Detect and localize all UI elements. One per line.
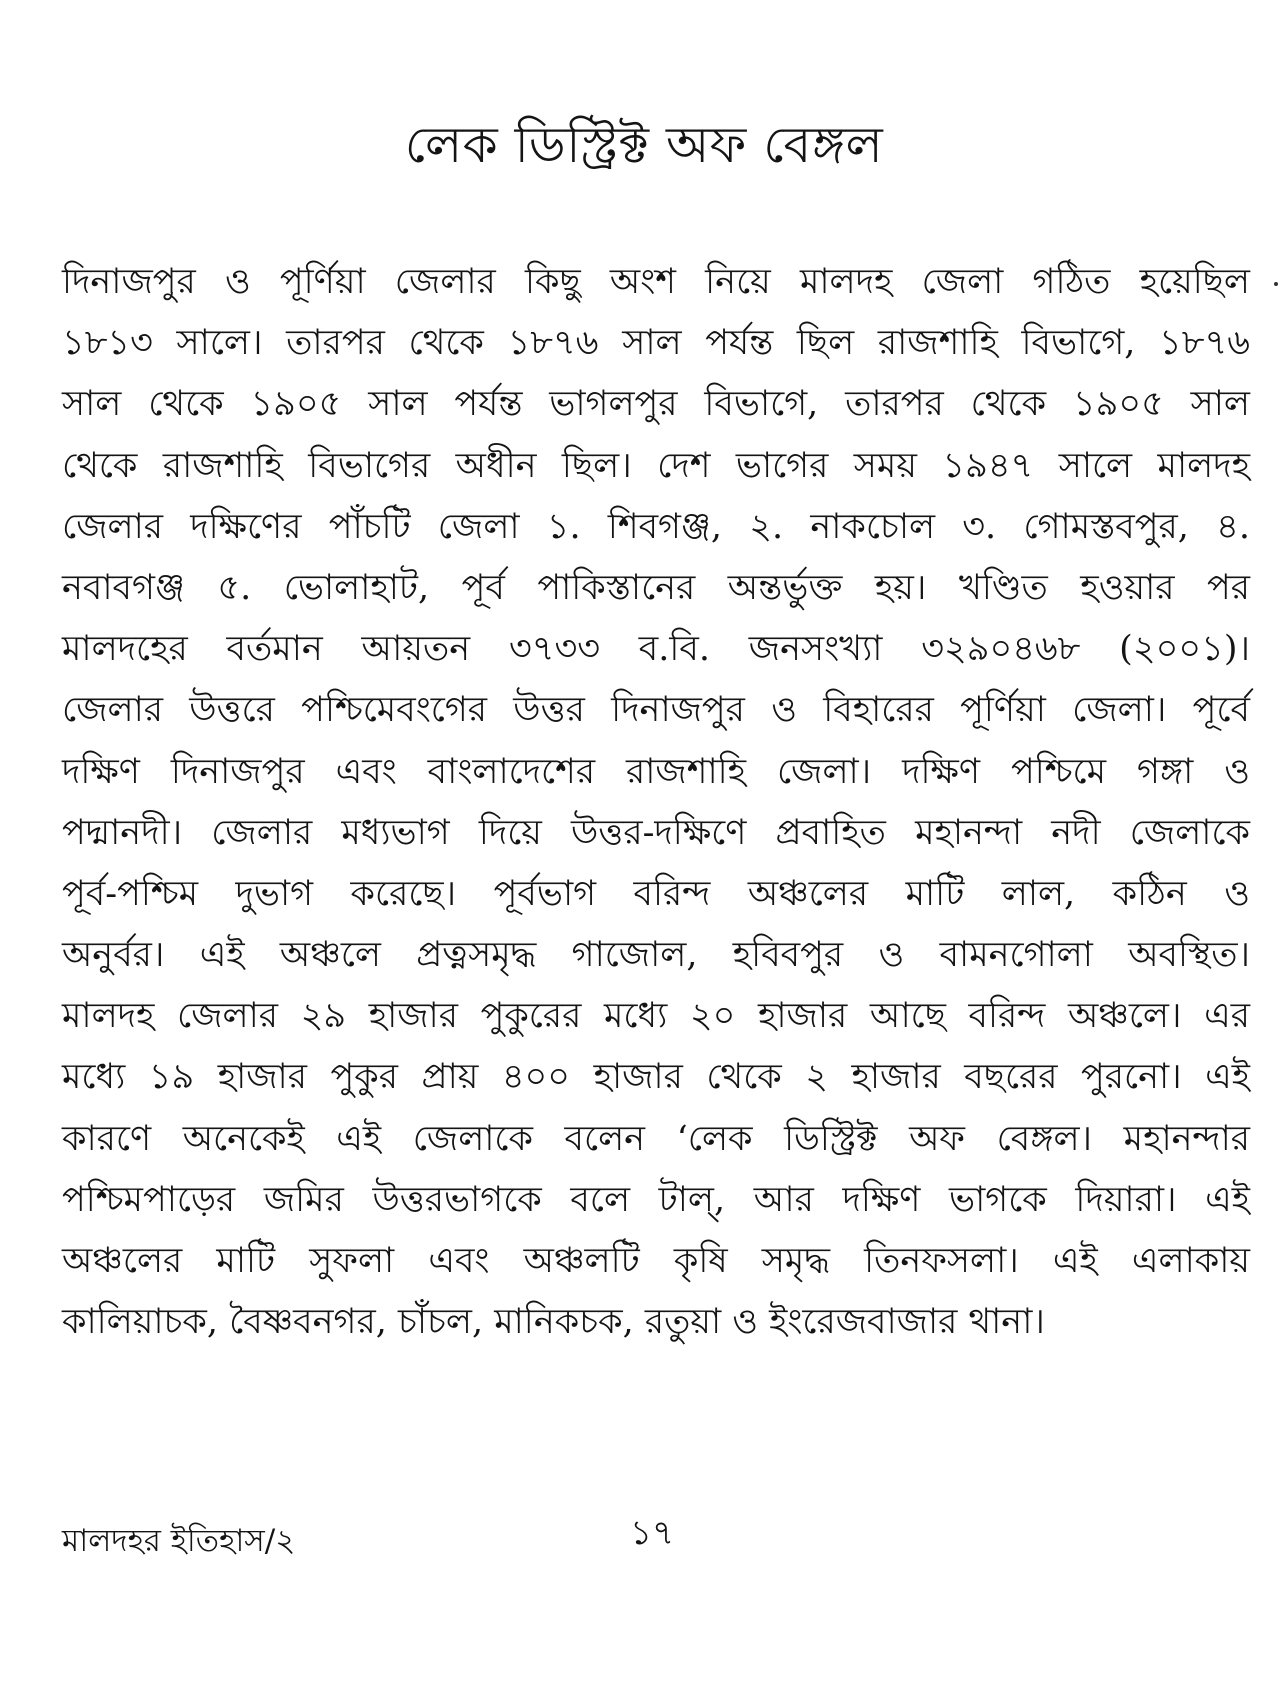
text-line: দিনাজপুর ও পূর্ণিয়া জেলার কিছু অংশ নিয়ে মালদহ জেলা গঠিত হয়েছিল <box>62 262 1250 302</box>
body-paragraph <box>62 252 1250 1353</box>
text-line: মালদহের বর্তমান আয়তন ৩৭৩৩ ব.বি. জনসংখ্যা ৩২৯০৪৬৮ (২০০১)। <box>62 629 1250 670</box>
text-line: নবাবগঞ্জ ৫. ভোলাহাট, পূর্ব পাকিস্তানের অন্তর্ভুক্ত হয়। খণ্ডিত হওয়ার পর <box>62 567 1250 608</box>
text-line: অঞ্চলের মাটি সুফলা এবং অঞ্চলটি কৃষি সমৃদ্ধ তিনফসলা। এই এলাকায় <box>62 1241 1250 1281</box>
text-line: জেলার উত্তরে পশ্চিমেবংগের উত্তর দিনাজপুর ও বিহারের পূর্ণিয়া জেলা। পূর্বে <box>62 690 1250 731</box>
page-number: ১৭ <box>630 1513 675 1553</box>
text-line: কালিয়াচক, বৈষ্ণবনগর, চাঁচল, মানিকচক, রতুয়া ও ইংরেজবাজার থানা। <box>62 1302 1045 1343</box>
text-line: জেলার দক্ষিণের পাঁচটি জেলা ১. শিবগঞ্জ, ২. নাকচোল ৩. গোমস্তবপুর, ৪. <box>62 506 1250 547</box>
text-line: কারণে অনেকেই এই জেলাকে বলেন ‘লেক ডিস্ট্রিক্ট অফ বেঙ্গল। মহানন্দার <box>62 1118 1250 1159</box>
text-line: মধ্যে ১৯ হাজার পুকুর প্রায় ৪০০ হাজার থেকে ২ হাজার বছরের পুরনো। এই <box>62 1057 1250 1098</box>
text-line: অনুর্বর। এই অঞ্চলে প্রত্নসমৃদ্ধ গাজোল, হবিবপুর ও বামনগোলা অবস্থিত। <box>62 935 1250 976</box>
text-line: মালদহ জেলার ২৯ হাজার পুকুরের মধ্যে ২০ হাজার আছে বরিন্দ অঞ্চলে। এর <box>62 996 1250 1037</box>
text-line: দক্ষিণ দিনাজপুর এবং বাংলাদেশের রাজশাহি জেলা। দক্ষিণ পশ্চিমে গঙ্গা ও <box>62 751 1250 792</box>
scan-speck <box>1274 282 1278 286</box>
text-line: পদ্মানদী। জেলার মধ্যভাগ দিয়ে উত্তর-দক্ষিণে প্রবাহিত মহানন্দা নদী জেলাকে <box>62 812 1250 853</box>
text-line: ১৮১৩ সালে। তারপর থেকে ১৮৭৬ সাল পর্যন্ত ছিল রাজশাহি বিভাগে, ১৮৭৬ <box>62 323 1250 364</box>
text-line: পূর্ব-পশ্চিম দুভাগ করেছে। পূর্বভাগ বরিন্দ অঞ্চলের মাটি লাল, কঠিন ও <box>62 873 1250 914</box>
running-footer-title: মালদহর ইতিহাস/২ <box>62 1523 296 1559</box>
page-title: লেক ডিস্ট্রিক্ট অফ বেঙ্গল <box>404 116 884 174</box>
text-line: সাল থেকে ১৯০৫ সাল পর্যন্ত ভাগলপুর বিভাগে, তারপর থেকে ১৯০৫ সাল <box>62 384 1250 425</box>
text-line: থেকে রাজশাহি বিভাগের অধীন ছিল। দেশ ভাগের সময় ১৯৪৭ সালে মালদহ <box>62 445 1250 486</box>
text-line: পশ্চিমপাড়ের জমির উত্তরভাগকে বলে টাল্, আর দক্ষিণ ভাগকে দিয়ারা। এই <box>62 1179 1250 1220</box>
